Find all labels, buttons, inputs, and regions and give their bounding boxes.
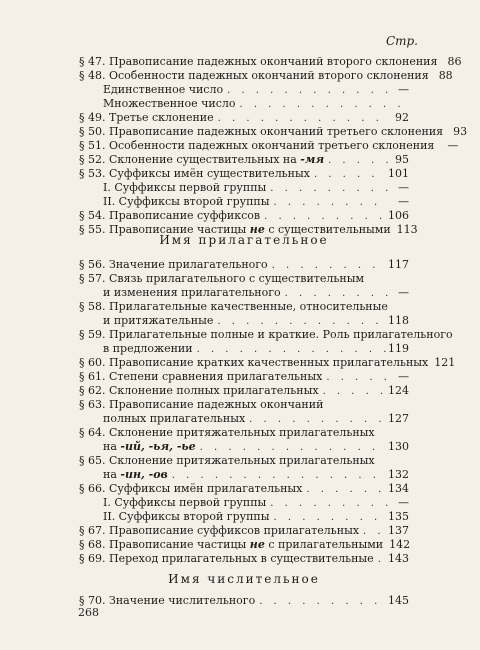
toc-page-ref: 124 <box>388 384 409 397</box>
toc-entry-title: § 69. Переход прилагательных в существительные <box>79 552 374 565</box>
page-number: 268 <box>78 606 99 619</box>
toc-entry-title: полных прилагательных <box>103 412 246 425</box>
toc-entry-line <box>79 139 459 153</box>
toc-entry-title: I. Суффиксы первой группы <box>103 496 267 509</box>
leader-dots <box>323 385 386 399</box>
toc-entry-line <box>79 454 409 468</box>
toc-entry-title: § 61. Степени сравнения прилагательных <box>79 370 323 383</box>
toc-entry-line <box>79 314 409 328</box>
toc-entry-title: на -ий, -ья, -ье <box>103 440 196 453</box>
toc-entry-title: § 51. Особенности падежных окончаний третьего склонения <box>79 139 435 152</box>
toc-entry-line <box>79 412 409 426</box>
leader-dots <box>270 182 389 196</box>
leader-dots <box>285 287 389 301</box>
toc-entry-line <box>79 482 409 496</box>
leader-dots <box>217 315 386 329</box>
toc-page-ref: 106 <box>388 209 409 222</box>
toc-page-ref: 143 <box>388 552 409 565</box>
leader-dots <box>328 154 389 168</box>
toc-entry-title: § 55. Правописание частицы не с существительными <box>79 223 391 236</box>
toc-page-ref: 142 <box>389 538 411 551</box>
leader-dots <box>218 112 389 126</box>
leader-dots <box>363 525 386 539</box>
toc-entry-line <box>79 370 409 384</box>
toc-page-ref: 95 <box>395 153 409 166</box>
toc-page-ref: 118 <box>388 314 409 327</box>
toc-entry-line <box>79 258 409 272</box>
toc-page-ref: 132 <box>388 468 409 481</box>
toc-entry-title: § 59. Прилагательные полные и краткие. Роль прилагательного <box>79 328 453 341</box>
toc-entry-title: § 53. Суффиксы имён существительных <box>79 167 310 180</box>
leader-dots <box>264 210 386 224</box>
toc-entry-line <box>79 552 409 566</box>
toc-entry-title: § 65. Склонение притяжательных прилагательных <box>79 454 375 467</box>
toc-page-ref: — <box>398 370 409 383</box>
toc-entry-title: Множественное число <box>103 97 236 110</box>
toc-page-ref: 130 <box>388 440 409 453</box>
toc-page-ref: 137 <box>388 524 409 537</box>
toc-entry-line <box>79 594 409 608</box>
toc-entry-line <box>79 69 453 83</box>
section-heading-numeral: Имя числительное <box>168 572 320 586</box>
leader-dots <box>314 168 386 182</box>
toc-page-ref: 86 <box>447 55 462 68</box>
toc-page-ref: 93 <box>453 125 468 138</box>
toc-entry-line <box>79 153 409 167</box>
toc-entry-title: § 64. Склонение притяжательных прилагательных <box>79 426 375 439</box>
leader-dots <box>274 511 387 525</box>
toc-page-ref: 135 <box>388 510 409 523</box>
toc-entry-title: § 68. Правописание частицы не с прилагательными <box>79 538 384 551</box>
leader-dots <box>200 441 386 455</box>
toc-entry-title: § 54. Правописание суффиксов <box>79 209 261 222</box>
toc-entry-line <box>79 510 409 524</box>
toc-entry-line <box>79 181 409 195</box>
leader-dots <box>378 553 386 567</box>
toc-entry-title: § 62. Склонение полных прилагательных <box>79 384 319 397</box>
leader-dots <box>239 98 407 112</box>
toc-entry-title: § 50. Правописание падежных окончаний третьего склонения <box>79 125 444 138</box>
leader-dots <box>259 595 386 609</box>
toc-page-ref: 92 <box>395 111 409 124</box>
toc-page-ref: 119 <box>388 342 409 355</box>
toc-entry-title: § 63. Правописание падежных окончаний <box>79 398 324 411</box>
toc-entry-line <box>79 426 409 440</box>
toc-page-ref: — <box>398 286 409 299</box>
toc-entry-line <box>79 524 409 538</box>
toc-entry-title: § 48. Особенности падежных окончаний второго склонения <box>79 69 429 82</box>
toc-page-ref: 88 <box>438 69 453 82</box>
leader-dots <box>172 469 386 483</box>
toc-page-ref: 121 <box>434 356 456 369</box>
leader-dots <box>227 84 389 98</box>
toc-page-ref: 101 <box>388 167 409 180</box>
leader-dots <box>272 259 386 273</box>
toc-entry-line <box>79 468 409 482</box>
toc-entry-line <box>79 286 409 300</box>
toc-entry-line <box>79 55 462 69</box>
toc-entry-line <box>79 538 409 552</box>
toc-entry-line <box>79 83 409 97</box>
toc-entry-title: § 47. Правописание падежных окончаний второго склонения <box>79 55 438 68</box>
toc-entry-title: § 70. Значение числительного <box>79 594 256 607</box>
toc-entry-title: в предложении <box>103 342 193 355</box>
toc-entry-line <box>79 356 456 370</box>
toc-entry-line <box>79 209 409 223</box>
leader-dots <box>306 483 386 497</box>
leader-dots <box>274 196 390 210</box>
toc-entry-line <box>79 398 409 412</box>
toc-entry-title: § 67. Правописание суффиксов прилагательных <box>79 524 360 537</box>
toc-entry-line <box>79 300 409 314</box>
toc-entry-line <box>79 328 453 342</box>
toc-entry-title: и притяжательные <box>103 314 214 327</box>
toc-entry-title: Единственное число <box>103 83 224 96</box>
toc-entry-line <box>79 167 409 181</box>
toc-entry-title: § 49. Третье склонение <box>79 111 214 124</box>
toc-entry-title: § 66. Суффиксы имён прилагательных <box>79 482 303 495</box>
toc-entry-title: § 52. Склонение существительных на -мя <box>79 153 325 166</box>
toc-page-ref: 113 <box>396 223 418 236</box>
toc-entry-title: § 60. Правописание кратких качественных прилагательных <box>79 356 429 369</box>
toc-entry-line <box>79 97 409 111</box>
toc-entry-line <box>79 272 409 286</box>
leader-dots <box>197 343 386 357</box>
toc-page-ref: — <box>398 83 409 96</box>
leader-dots <box>326 371 389 385</box>
toc-entry-title: II. Суффиксы второй группы <box>103 195 270 208</box>
toc-page-ref: 117 <box>388 258 409 271</box>
toc-entry-title: I. Суффиксы первой группы <box>103 181 267 194</box>
toc-page-ref: 134 <box>388 482 409 495</box>
toc-entry-title: II. Суффиксы второй группы <box>103 510 270 523</box>
toc-entry-title: на -ин, -ов <box>103 468 168 481</box>
page-column-header: Стр. <box>385 34 418 48</box>
toc-page-ref: — <box>447 139 459 152</box>
toc-entry-line <box>79 440 409 454</box>
toc-page-ref: 127 <box>388 412 409 425</box>
toc-entry-title: и изменения прилагательного <box>103 286 281 299</box>
toc-entry-title: § 58. Прилагательные качественные, относительные <box>79 300 388 313</box>
toc-page-ref: — <box>398 496 409 509</box>
toc-entry-line <box>79 195 409 209</box>
leader-dots <box>270 497 389 511</box>
toc-entry-line <box>79 111 409 125</box>
toc-entry-line <box>79 496 409 510</box>
toc-page-ref: — <box>398 181 409 194</box>
leader-dots <box>249 413 386 427</box>
toc-entry-line <box>79 342 409 356</box>
toc-entry-title: § 57. Связь прилагательного с существительным <box>79 272 365 285</box>
toc-entry-line <box>79 125 468 139</box>
toc-page-ref: 145 <box>388 594 409 607</box>
toc-entry-title: § 56. Значение прилагательного <box>79 258 268 271</box>
section-heading-adjective: Имя прилагательное <box>159 233 329 247</box>
toc-page-ref: — <box>398 195 409 208</box>
toc-entry-line <box>79 384 409 398</box>
